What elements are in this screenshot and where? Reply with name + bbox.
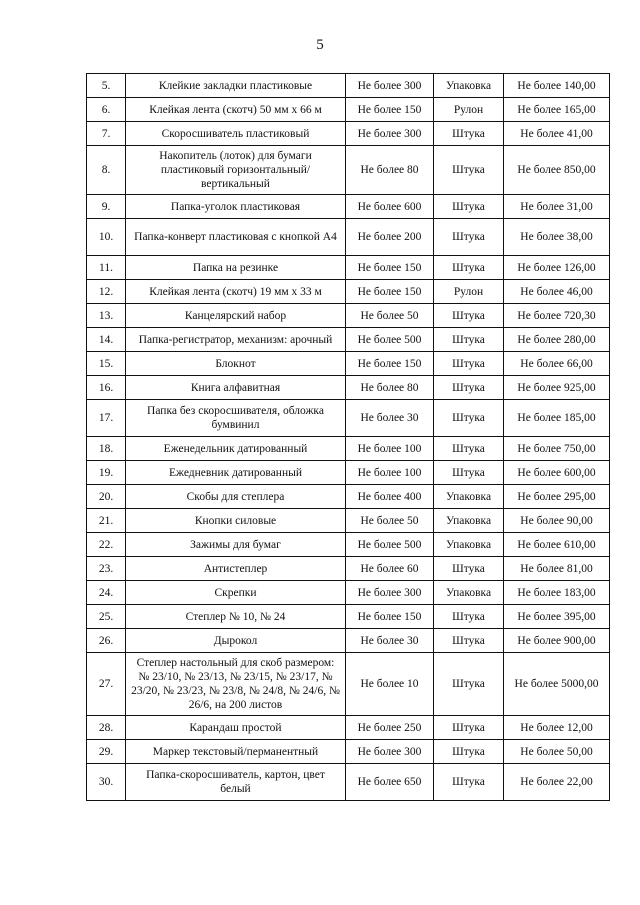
table-row — [87, 328, 610, 352]
item-name: Степлер № 10, № 24 — [126, 605, 346, 629]
item-price: Не более 46,00 — [504, 280, 610, 304]
item-price: Не более 140,00 — [504, 74, 610, 98]
item-quantity: Не более 50 — [346, 509, 434, 533]
item-unit: Упаковка — [434, 533, 504, 557]
row-number: 19. — [87, 461, 126, 485]
item-quantity: Не более 600 — [346, 195, 434, 219]
items-table-body — [87, 74, 610, 801]
table-row — [87, 653, 610, 716]
item-quantity: Не более 30 — [346, 629, 434, 653]
table-row — [87, 629, 610, 653]
item-quantity: Не более 60 — [346, 557, 434, 581]
item-price: Не более 165,00 — [504, 98, 610, 122]
row-number: 26. — [87, 629, 126, 653]
item-unit: Штука — [434, 764, 504, 801]
item-quantity: Не более 150 — [346, 280, 434, 304]
item-quantity: Не более 80 — [346, 376, 434, 400]
table-row — [87, 461, 610, 485]
item-name: Кнопки силовые — [126, 509, 346, 533]
row-number: 28. — [87, 716, 126, 740]
item-price: Не более 66,00 — [504, 352, 610, 376]
item-quantity: Не более 30 — [346, 400, 434, 437]
item-name: Клейкие закладки пластиковые — [126, 74, 346, 98]
item-quantity: Не более 300 — [346, 740, 434, 764]
item-price: Не более 5000,00 — [504, 653, 610, 716]
item-unit: Упаковка — [434, 74, 504, 98]
item-unit: Рулон — [434, 280, 504, 304]
row-number: 17. — [87, 400, 126, 437]
row-number: 25. — [87, 605, 126, 629]
item-unit: Штука — [434, 122, 504, 146]
item-price: Не более 925,00 — [504, 376, 610, 400]
item-name: Скрепки — [126, 581, 346, 605]
item-quantity: Не более 150 — [346, 352, 434, 376]
item-price: Не более 280,00 — [504, 328, 610, 352]
row-number: 11. — [87, 256, 126, 280]
table-row — [87, 122, 610, 146]
row-number: 21. — [87, 509, 126, 533]
item-unit: Штука — [434, 376, 504, 400]
item-price: Не более 126,00 — [504, 256, 610, 280]
item-unit: Штука — [434, 461, 504, 485]
table-row — [87, 146, 610, 195]
page-number: 5 — [316, 37, 324, 53]
item-unit: Штука — [434, 653, 504, 716]
item-name: Папка-скоросшиватель, картон, цвет белый — [126, 764, 346, 801]
item-name: Скобы для степлера — [126, 485, 346, 509]
item-quantity: Не более 50 — [346, 304, 434, 328]
item-name: Папка-уголок пластиковая — [126, 195, 346, 219]
item-name: Антистеплер — [126, 557, 346, 581]
item-name: Маркер текстовый/перманентный — [126, 740, 346, 764]
table-row — [87, 74, 610, 98]
item-price: Не более 41,00 — [504, 122, 610, 146]
row-number: 5. — [87, 74, 126, 98]
item-quantity: Не более 300 — [346, 74, 434, 98]
table-row — [87, 740, 610, 764]
item-name: Карандаш простой — [126, 716, 346, 740]
item-name: Клейкая лента (скотч) 50 мм х 66 м — [126, 98, 346, 122]
item-unit: Штука — [434, 629, 504, 653]
item-quantity: Не более 250 — [346, 716, 434, 740]
table-row — [87, 256, 610, 280]
table-row — [87, 581, 610, 605]
item-name: Степлер настольный для скоб размером: № 23/10, № 23/13, № 23/15, № 23/17, № 23/20, № 23/23, № 23/8, № 24/8, № 24/6, № 26/6, на 200 листов — [126, 653, 346, 716]
item-price: Не более 81,00 — [504, 557, 610, 581]
item-price: Не более 720,30 — [504, 304, 610, 328]
item-unit: Штука — [434, 437, 504, 461]
row-number: 7. — [87, 122, 126, 146]
item-unit: Рулон — [434, 98, 504, 122]
item-name: Накопитель (лоток) для бумаги пластиковый горизонтальный/вертикальный — [126, 146, 346, 195]
row-number: 8. — [87, 146, 126, 195]
item-quantity: Не более 200 — [346, 219, 434, 256]
item-price: Не более 395,00 — [504, 605, 610, 629]
row-number: 9. — [87, 195, 126, 219]
item-quantity: Не более 150 — [346, 98, 434, 122]
row-number: 29. — [87, 740, 126, 764]
item-price: Не более 600,00 — [504, 461, 610, 485]
row-number: 14. — [87, 328, 126, 352]
item-price: Не более 900,00 — [504, 629, 610, 653]
item-quantity: Не более 150 — [346, 605, 434, 629]
item-quantity: Не более 300 — [346, 581, 434, 605]
item-name: Скоросшиватель пластиковый — [126, 122, 346, 146]
row-number: 15. — [87, 352, 126, 376]
item-quantity: Не более 100 — [346, 461, 434, 485]
table-row — [87, 195, 610, 219]
item-quantity: Не более 500 — [346, 533, 434, 557]
item-unit: Штука — [434, 328, 504, 352]
item-quantity: Не более 100 — [346, 437, 434, 461]
item-price: Не более 610,00 — [504, 533, 610, 557]
row-number: 23. — [87, 557, 126, 581]
table-row — [87, 509, 610, 533]
table-row — [87, 557, 610, 581]
row-number: 27. — [87, 653, 126, 716]
item-price: Не более 850,00 — [504, 146, 610, 195]
item-quantity: Не более 80 — [346, 146, 434, 195]
item-unit: Штука — [434, 256, 504, 280]
item-name: Блокнот — [126, 352, 346, 376]
item-quantity: Не более 400 — [346, 485, 434, 509]
table-row — [87, 764, 610, 801]
row-number: 12. — [87, 280, 126, 304]
item-unit: Штука — [434, 146, 504, 195]
item-unit: Упаковка — [434, 509, 504, 533]
table-row — [87, 485, 610, 509]
item-name: Зажимы для бумаг — [126, 533, 346, 557]
item-price: Не более 31,00 — [504, 195, 610, 219]
row-number: 10. — [87, 219, 126, 256]
item-name: Папка без скоросшивателя, обложка бумвинил — [126, 400, 346, 437]
item-quantity: Не более 300 — [346, 122, 434, 146]
item-name: Еженедельник датированный — [126, 437, 346, 461]
item-unit: Упаковка — [434, 485, 504, 509]
item-price: Не более 12,00 — [504, 716, 610, 740]
item-unit: Штука — [434, 716, 504, 740]
item-price: Не более 22,00 — [504, 764, 610, 801]
item-unit: Штука — [434, 740, 504, 764]
item-price: Не более 185,00 — [504, 400, 610, 437]
item-quantity: Не более 150 — [346, 256, 434, 280]
item-name: Книга алфавитная — [126, 376, 346, 400]
item-name: Папка-конверт пластиковая с кнопкой А4 — [126, 219, 346, 256]
item-quantity: Не более 650 — [346, 764, 434, 801]
item-unit: Штука — [434, 352, 504, 376]
item-unit: Штука — [434, 557, 504, 581]
table-row — [87, 437, 610, 461]
row-number: 30. — [87, 764, 126, 801]
item-name: Канцелярский набор — [126, 304, 346, 328]
item-unit: Штука — [434, 195, 504, 219]
table-row — [87, 280, 610, 304]
table-row — [87, 219, 610, 256]
item-quantity: Не более 500 — [346, 328, 434, 352]
row-number: 13. — [87, 304, 126, 328]
item-unit: Штука — [434, 304, 504, 328]
table-row — [87, 400, 610, 437]
item-price: Не более 50,00 — [504, 740, 610, 764]
table-row — [87, 376, 610, 400]
item-unit: Упаковка — [434, 581, 504, 605]
item-price: Не более 750,00 — [504, 437, 610, 461]
item-unit: Штука — [434, 219, 504, 256]
row-number: 24. — [87, 581, 126, 605]
item-name: Папка-регистратор, механизм: арочный — [126, 328, 346, 352]
table-row — [87, 98, 610, 122]
row-number: 6. — [87, 98, 126, 122]
item-unit: Штука — [434, 400, 504, 437]
item-price: Не более 38,00 — [504, 219, 610, 256]
row-number: 16. — [87, 376, 126, 400]
item-unit: Штука — [434, 605, 504, 629]
item-price: Не более 183,00 — [504, 581, 610, 605]
item-price: Не более 295,00 — [504, 485, 610, 509]
table-row — [87, 716, 610, 740]
item-name: Дырокол — [126, 629, 346, 653]
table-row — [87, 533, 610, 557]
row-number: 22. — [87, 533, 126, 557]
row-number: 18. — [87, 437, 126, 461]
item-quantity: Не более 10 — [346, 653, 434, 716]
table-row — [87, 352, 610, 376]
item-name: Ежедневник датированный — [126, 461, 346, 485]
items-table — [86, 73, 610, 801]
row-number: 20. — [87, 485, 126, 509]
item-price: Не более 90,00 — [504, 509, 610, 533]
table-row — [87, 605, 610, 629]
item-name: Папка на резинке — [126, 256, 346, 280]
table-row — [87, 304, 610, 328]
item-name: Клейкая лента (скотч) 19 мм х 33 м — [126, 280, 346, 304]
